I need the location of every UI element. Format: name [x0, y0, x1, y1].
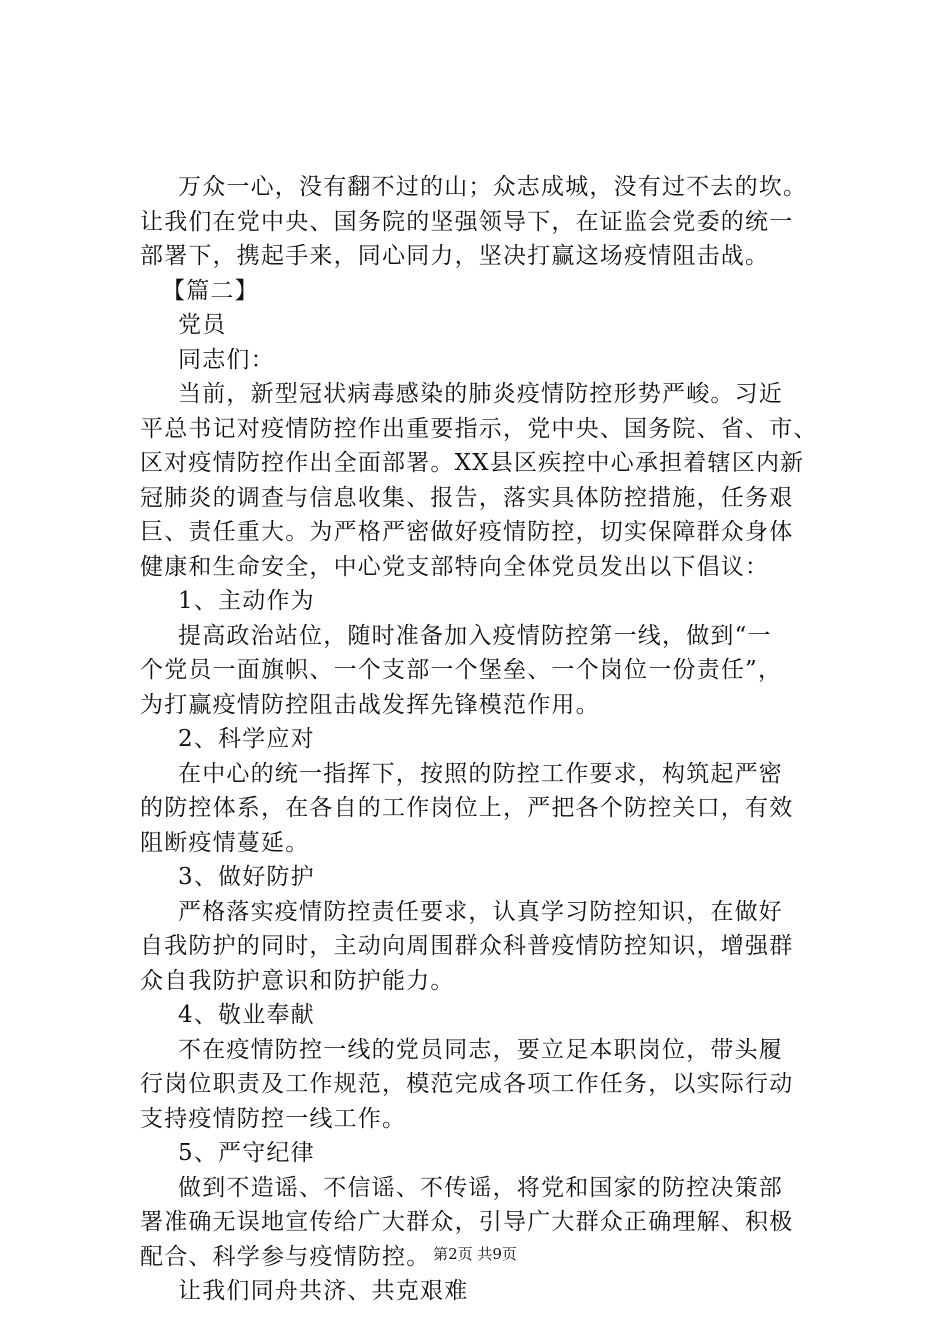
page-number-footer: 第2页 共9页: [433, 1245, 517, 1263]
paragraph-line: 的防控体系，在各自的工作岗位上，严把各个防控关口，有效: [140, 795, 794, 821]
paragraph-line: 万众一心，没有翻不过的山；众志成城，没有过不去的坎。: [178, 174, 808, 200]
paragraph-line: 自我防护的同时，主动向周围群众科普疫情防控知识，增强群: [140, 933, 794, 959]
paragraph-line: 支持疫情防控一线工作。: [140, 1105, 407, 1132]
list-heading: 4、敬业奉献: [178, 1002, 315, 1028]
paragraph-line: 冠肺炎的调查与信息收集、报告，落实具体防控措施，任务艰: [140, 484, 794, 511]
paragraph-line: 署准确无误地宣传给广大群众，引导广大群众正确理解、积极: [140, 1209, 794, 1235]
paragraph-line: 阻断疫情蔓延。: [140, 829, 310, 856]
paragraph-line: 个党员一面旗帜、一个支部一个堡垒、一个岗位一份责任”，: [140, 657, 783, 683]
paragraph-line: 提高政治站位，随时准备加入疫情防控第一线，做到“一: [178, 622, 772, 649]
paragraph-line: 让我们同舟共济、共克艰难: [178, 1278, 469, 1304]
paragraph-line: 做到不造谣、不信谣、不传谣，将党和国家的防控决策部: [178, 1174, 783, 1201]
paragraph-line: 行岗位职责及工作规范，模范完成各项工作任务，以实际行动: [140, 1071, 794, 1097]
list-heading: 1、主动作为: [178, 588, 315, 614]
paragraph-line: 让我们在党中央、国务院的坚强领导下，在证监会党委的统一: [140, 208, 794, 235]
salutation-line: 同志们：: [178, 346, 275, 373]
paragraph-line: 当前，新型冠状病毒感染的肺炎疫情防控形势严峻。习近: [178, 381, 783, 407]
paragraph-line: 区对疫情防控作出全面部署。XX县区疾控中心承担着辖区内新: [140, 450, 805, 476]
paragraph-line: 健康和生命安全，中心党支部特向全体党员发出以下倡议：: [140, 553, 770, 580]
paragraph-line: 部署下，携起手来，同心同力，坚决打赢这场疫情阻击战。: [140, 243, 770, 269]
paragraph-line: 在中心的统一指挥下，按照的防控工作要求，构筑起严密: [178, 760, 783, 787]
list-heading: 5、严守纪律: [178, 1140, 315, 1166]
paragraph-line: 不在疫情防控一线的党员同志，要立足本职岗位，带头履: [178, 1036, 783, 1063]
paragraph-line: 巨、责任重大。为严格严密做好疫情防控，切实保障群众身体: [140, 519, 794, 545]
addressee-line: 党员: [178, 312, 227, 338]
paragraph-line: 严格落实疫情防控责任要求，认真学习防控知识，在做好: [178, 898, 783, 925]
document-body: [140, 170, 830, 1309]
paragraph-line: 为打赢疫情防控阻击战发挥先锋模范作用。: [140, 691, 600, 718]
list-heading: 3、做好防护: [178, 864, 315, 890]
list-heading: 2、科学应对: [178, 726, 315, 752]
section-heading: 【篇二】: [162, 277, 259, 304]
paragraph-line: 配合、科学参与疫情防控。: [140, 1243, 431, 1270]
paragraph-line: 众自我防护意识和防护能力。: [140, 967, 455, 994]
paragraph-line: 平总书记对疫情防控作出重要指示，党中央、国务院、省、市、: [140, 415, 818, 442]
